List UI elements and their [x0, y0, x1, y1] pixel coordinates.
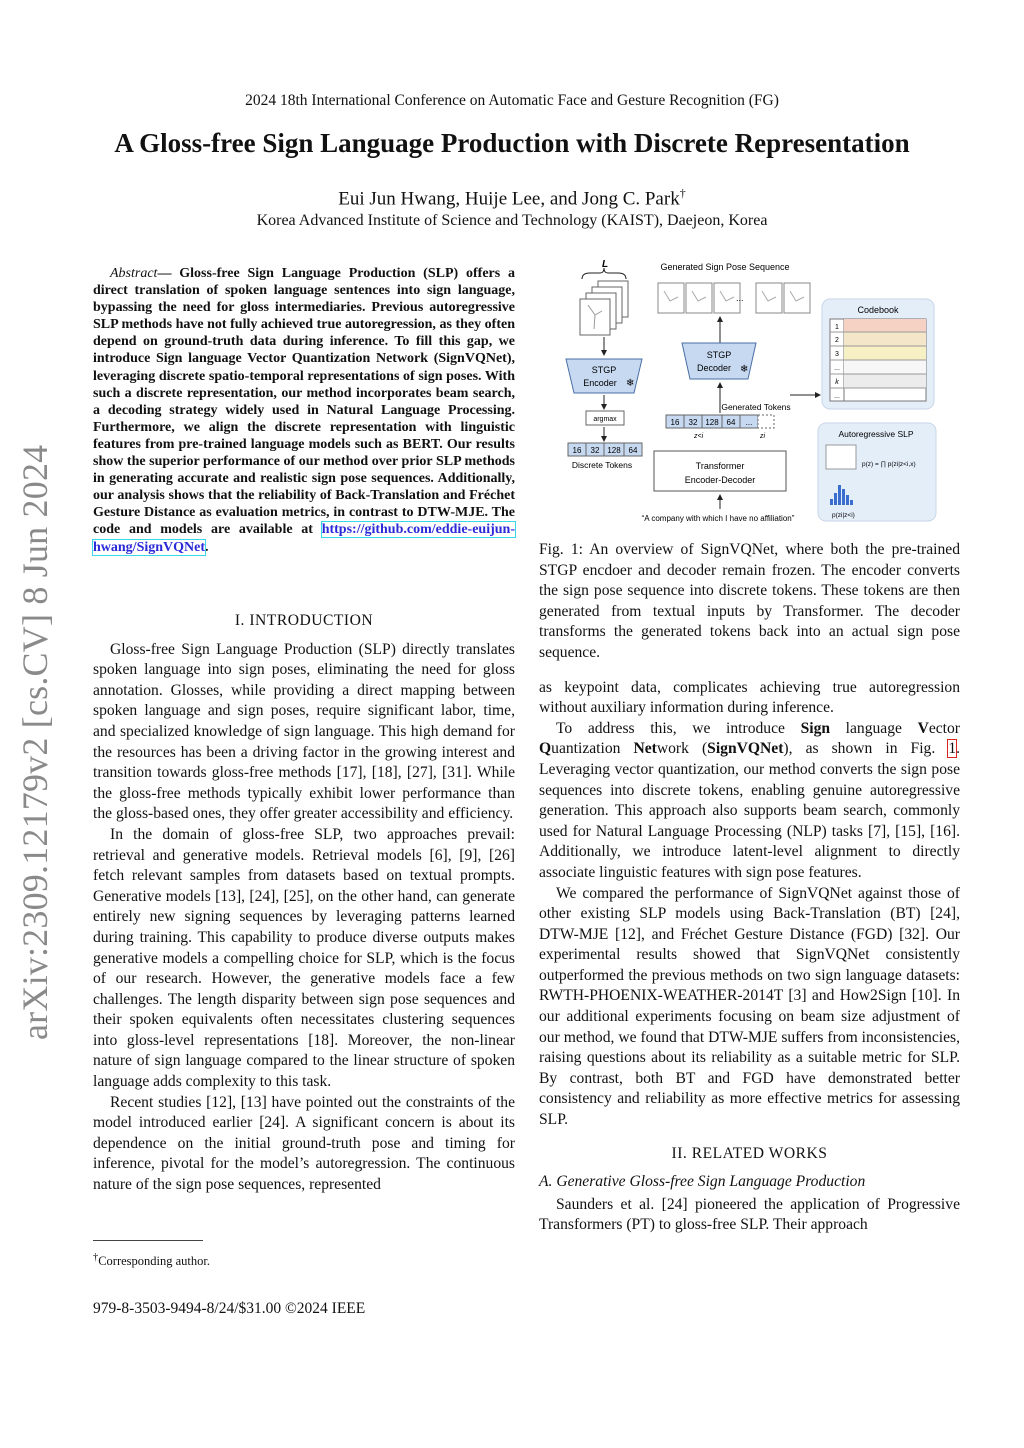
paper-title: A Gloss-free Sign Language Production with Discrete Representation — [114, 128, 910, 158]
discrete-tokens-label: Discrete Tokens — [571, 460, 633, 470]
author-list — [0, 186, 1024, 210]
intro-paragraph-2: In the domain of gloss-free SLP, two approaches prevail: retrieval and generative models. Retrieval models [6], [9], [26] fetch relevant samples from datasets based on textual prompts. Generative models [13], [24], [25], on the other hand, can generate entirely new signing sequences by leveraging patterns learned during training. This capability to produce diverse outputs makes generative models a compelling choice for SLP, which is the focus of our research. However, the generative models face a few challenges. The length disparity between sign pose sequences and their spoken equivalents often necessitates clustering sequences into gloss-level representations [18]. Moreover, the non-linear nature of sign language compared to the linear structure of spoken language adds complexity to this task. — [93, 825, 515, 1091]
generated-pose-frames — [658, 283, 810, 313]
svg-text:128: 128 — [705, 418, 719, 427]
generated-tokens-label: Generated Tokens — [721, 402, 791, 412]
intro-paragraph-5: We compared the performance of SignVQNet against those of other existing SLP models using Back-Translation (BT) [24], DTW-MJE [12], and Fréchet Gesture Distance (FGD) [32]. Our experimental results showed that SignVQNet consistently outperformed the previous methods on two sign language datasets: RWTH-PHOENIX-WEATHER-2014T [3] and How2Sign [10]. In our additional experiments focusing on beam size adjustment of our method, we found that DTW-MJE suffers from inconsistencies, raising questions about its reliability as a suitable metric for SLP. By contrast, both BT and FGD have demonstrated better consistency and reliability as more effective metrics for assessing SLP. — [539, 884, 960, 1129]
related-paragraph-1: Saunders et al. [24] pioneered the application of Progressive Transformers (PT) to gloss-free SLP. Their approach — [539, 1195, 960, 1234]
section-heading-introduction: I. INTRODUCTION — [234, 612, 374, 629]
svg-text:64: 64 — [628, 446, 638, 455]
abstract-text: Gloss-free Sign Language Production (SLP) offers a direct translation of spoken language sentences into sign language, bypassing the need for gloss intermediaries. Previous autoregressive SLP methods have not fully achieved true autoregression, as they often depend on ground-truth data during inference. To fill this gap, we introduce Sign language Vector Quantization Network (SignVQNet), leveraging discrete spatio-temporal representations of sign poses. With such a discrete representation, our method incorporates beam search, a decoding strategy widely used in Natural Language Processing. Furthermore, we align the discrete representation with linguistic features from pre-trained language models such as BERT. Our results show the superior performance of our method over prior SLP methods in generating accurate and realistic sign pose sequences. Additionally, our analysis shows that the reliability of Back-Translation and Fréchet Gesture Distance as evaluation metrics, in contrast to DTW-MJE. The code and models are available at — [93, 266, 516, 538]
svg-text:32: 32 — [688, 418, 698, 427]
intro-paragraph-3: Recent studies [12], [13] have pointed out the constraints of the model introduced earlier [24]. A significant concern is about its dependence on the initial ground-truth pose and timing for inference, pivotal for the model’s autoregression. The continuous nature of the sign pose sequences, represented — [93, 1093, 515, 1194]
svg-text:16: 16 — [670, 418, 680, 427]
left-column — [93, 598, 515, 1196]
figure-1-diagram — [560, 255, 940, 530]
codebook-table — [830, 319, 926, 401]
transformer-label-1: Transformer — [695, 461, 745, 471]
svg-text:...: ... — [736, 293, 744, 303]
svg-text:k: k — [835, 379, 839, 386]
encoder-label-2: Encoder — [583, 378, 617, 388]
conference-header: 2024 18th International Conference on Automatic Face and Gesture Recognition (FG) — [245, 92, 779, 109]
snowflake-icon: ❄ — [740, 364, 749, 375]
footnote-mark: † — [93, 1252, 99, 1263]
footnote-text: Corresponding author. — [98, 1254, 210, 1269]
encoder-label-1: STGP — [591, 365, 617, 375]
label-L: L — [602, 259, 609, 270]
transformer-block — [654, 451, 786, 491]
affiliation: Korea Advanced Institute of Science and Technology (KAIST), Daejeon, Korea — [256, 212, 768, 229]
decoder-label-2: Decoder — [696, 363, 732, 373]
copyright: 979-8-3503-9494-8/24/$31.00 ©2024 IEEE — [93, 1300, 366, 1317]
autoregressive-label: Autoregressive SLP — [838, 429, 914, 439]
abstract — [93, 265, 515, 556]
svg-text:32: 32 — [590, 446, 600, 455]
footnote — [93, 1252, 515, 1269]
svg-text:...: ... — [834, 365, 840, 372]
code-link[interactable]: https://github.com/eddie-euijun-hwang/SignVQNet — [93, 522, 515, 555]
snowflake-icon: ❄ — [626, 378, 635, 389]
prob-label: p(zi|z<i) — [832, 512, 855, 519]
pose-thumbnail — [826, 445, 856, 469]
intro-paragraph-3-continued: as keypoint data, complicates achieving true autoregression without auxiliary information during inference. — [539, 678, 960, 717]
footnote-rule — [93, 1240, 203, 1241]
input-pose-frames — [580, 281, 628, 335]
figure-caption: Fig. 1: An overview of SignVQNet, where both the pre-trained STGP encdoer and decoder remain frozen. The encoder converts the sign pose sequence into discrete tokens. These tokens are then generated from textual inputs by Transformer. The decoder transforms the generated tokens back into an actual sign pose sequence. — [539, 541, 960, 661]
generated-sequence-label: Generated Sign Pose Sequence — [660, 262, 790, 272]
svg-text:64: 64 — [726, 418, 736, 427]
arxiv-stamp: arXiv:2309.12179v2 [cs.CV] 8 Jun 2024 — [15, 444, 55, 1040]
decoder-label-1: STGP — [706, 350, 732, 360]
authors: Eui Jun Hwang, Huije Lee, and Jong C. Park — [338, 188, 680, 210]
abstract-label: Abstract — [110, 266, 158, 281]
section-heading-related-works: II. RELATED WORKS — [671, 1144, 828, 1162]
z-i-label: zi — [760, 433, 766, 440]
figure-ref-link[interactable]: 1 — [948, 740, 957, 758]
input-sentence: “A company with which I have no affiliation” — [641, 514, 795, 523]
abstract-end: . — [205, 539, 209, 555]
subsection-heading: A. Generative Gloss-free Sign Language Production — [539, 1173, 866, 1191]
generated-tokens — [666, 415, 774, 428]
dagger-mark: † — [679, 186, 686, 200]
argmax-label: argmax — [593, 416, 617, 423]
transformer-label-2: Encoder-Decoder — [684, 475, 756, 485]
svg-text:128: 128 — [607, 446, 621, 455]
abstract-dash: — — [157, 266, 180, 281]
codebook-label: Codebook — [857, 305, 899, 315]
intro-paragraph-4: To address this, we introduce Sign language Vector Quantization Network (SignVQNet), as shown in Fig. 1. Leveraging vector quantization, our method converts the sign pose sequences into discrete tokens, enabling genuine autoregressive generation. This approach also supports beam search, commonly used for Natural Language Processing (NLP) tasks [7], [15], [16]. Additionally, we introduce latent-level alignment to directly associate linguistic features with sign pose features. — [539, 719, 961, 881]
formula: p(z) = ∏ p(zi|z<i,x) — [862, 461, 916, 468]
svg-text:...: ... — [834, 393, 840, 400]
svg-text:3: 3 — [835, 351, 839, 358]
svg-text:1: 1 — [835, 324, 839, 331]
length-brace — [582, 268, 626, 279]
svg-text:16: 16 — [572, 446, 582, 455]
svg-text:...: ... — [745, 418, 753, 427]
discrete-tokens — [568, 443, 642, 456]
right-column — [539, 540, 960, 1236]
svg-text:2: 2 — [835, 337, 839, 344]
intro-paragraph-1: Gloss-free Sign Language Production (SLP) directly translates spoken language into sign poses, eliminating the need for gloss annotation. Glosses, while providing a direct mapping between spoken language and sign poses, require significant labor, time, and specialized knowledge of sign language. This high demand for the resources has been a driving factor in the growing interest and transition towards gloss-free methods [17], [18], [27], [31]. While the gloss-free methods typically exhibit lower performance than the gloss-based ones, they offer greater accessibility and efficiency. — [93, 640, 515, 823]
z-context-label: z<i — [694, 433, 704, 440]
